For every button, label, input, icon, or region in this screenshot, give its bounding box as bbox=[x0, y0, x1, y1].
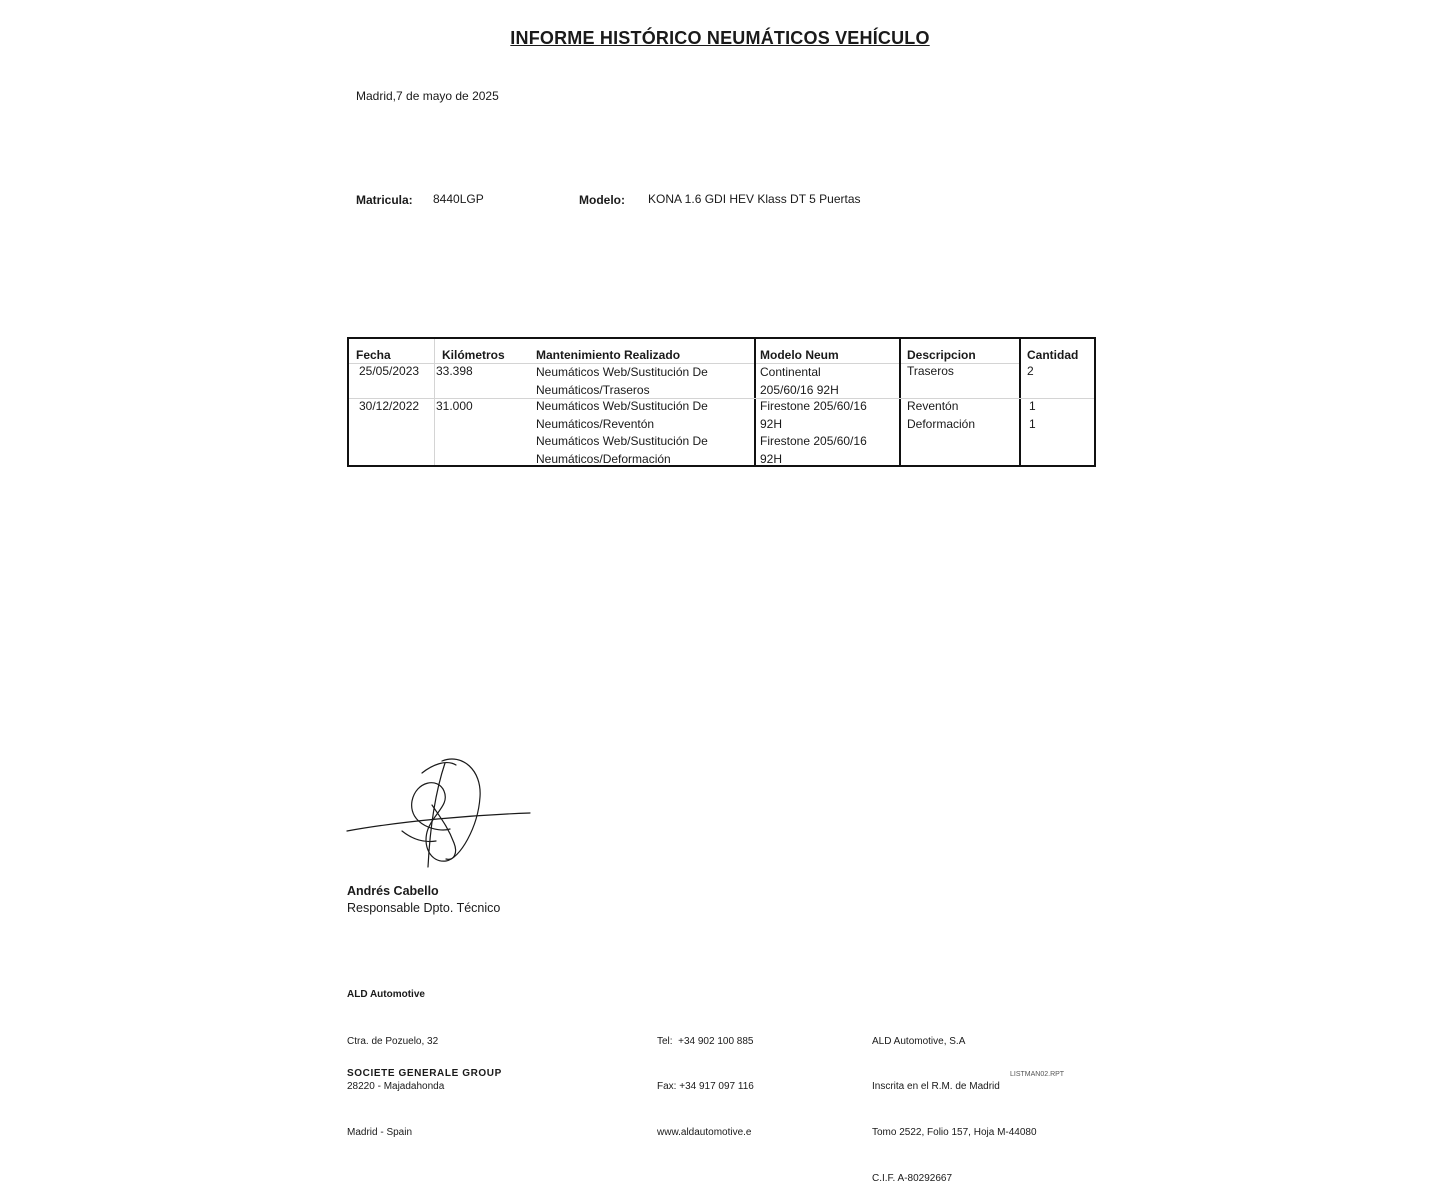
footer-line: Tel: +34 902 100 885 bbox=[657, 1035, 754, 1047]
table-cell-mantenimiento bbox=[536, 398, 708, 468]
cell-line: Reventón bbox=[907, 399, 959, 413]
footer-line: Ctra. de Pozuelo, 32 bbox=[347, 1035, 439, 1047]
cell-line: Neumáticos Web/Sustitución De bbox=[536, 399, 708, 413]
column-divider bbox=[434, 339, 435, 465]
table-cell-mantenimiento bbox=[536, 364, 708, 399]
column-divider bbox=[1019, 339, 1021, 465]
cell-line: 92H bbox=[760, 416, 783, 431]
cell-line: Firestone 205/60/16 bbox=[760, 434, 867, 448]
footer-line: C.I.F. A-80292667 bbox=[872, 1173, 953, 1185]
cell-line: Firestone 205/60/16 bbox=[760, 399, 867, 413]
cell-line: Continental bbox=[760, 365, 821, 379]
table-cell-modelo-neum bbox=[760, 364, 839, 399]
table-cell-fecha: 30/12/2022 bbox=[359, 399, 420, 413]
table-cell-modelo-neum bbox=[760, 398, 867, 468]
cell-line: Neumáticos Web/Sustitución De bbox=[536, 434, 708, 448]
modelo-label: Modelo: bbox=[579, 193, 625, 207]
footer-contact bbox=[657, 1003, 754, 1156]
report-title: INFORME HISTÓRICO NEUMÁTICOS VEHÍCULO bbox=[510, 28, 930, 48]
table-cell-descripcion bbox=[907, 398, 975, 433]
footer-line: Fax: +34 917 097 116 bbox=[657, 1081, 754, 1093]
cell-line: Deformación bbox=[907, 416, 976, 431]
footer-group: SOCIETE GENERALE GROUP bbox=[347, 1068, 502, 1079]
matricula-label: Matricula: bbox=[356, 193, 413, 207]
document-code: LISTMAN02.RPT bbox=[1010, 1071, 1065, 1078]
cell-line: Neumáticos/Traseros bbox=[536, 382, 650, 397]
signer-role: Responsable Dpto. Técnico bbox=[347, 901, 501, 915]
handwritten-signature bbox=[342, 735, 542, 885]
signer-name: Andrés Cabello bbox=[347, 884, 439, 898]
column-divider bbox=[899, 339, 901, 465]
modelo-value: KONA 1.6 GDI HEV Klass DT 5 Puertas bbox=[648, 192, 861, 206]
header-descripcion: Descripcion bbox=[907, 348, 976, 362]
place-date: Madrid,7 de mayo de 2025 bbox=[356, 89, 499, 103]
table-cell-cantidad bbox=[1029, 398, 1036, 433]
header-kilometros: Kilómetros bbox=[442, 348, 505, 362]
footer-line: ALD Automotive, S.A bbox=[872, 1035, 966, 1047]
header-fecha: Fecha bbox=[356, 348, 391, 362]
footer-line: 28220 - Majadahonda bbox=[347, 1081, 445, 1093]
footer-line: Inscrita en el R.M. de Madrid bbox=[872, 1081, 1000, 1093]
table-cell-km: 31.000 bbox=[436, 399, 473, 413]
footer-legal bbox=[872, 1003, 1037, 1202]
cell-line: Neumáticos/Deformación bbox=[536, 451, 671, 466]
cell-line: Neumáticos Web/Sustitución De bbox=[536, 365, 708, 379]
matricula-value: 8440LGP bbox=[433, 192, 484, 206]
cell-line: 205/60/16 92H bbox=[760, 382, 839, 397]
table-cell-cantidad: 2 bbox=[1027, 364, 1034, 378]
cell-line: 1 bbox=[1029, 416, 1036, 431]
footer-line: www.aldautomotive.e bbox=[657, 1127, 752, 1139]
footer-company: ALD Automotive bbox=[347, 989, 425, 1000]
footer-line: Madrid - Spain bbox=[347, 1127, 413, 1139]
cell-line: 92H bbox=[760, 451, 783, 466]
cell-line: 1 bbox=[1029, 399, 1036, 413]
cell-line: Neumáticos/Reventón bbox=[536, 416, 655, 431]
column-divider bbox=[754, 339, 756, 465]
header-mantenimiento: Mantenimiento Realizado bbox=[536, 348, 681, 362]
tyre-history-table bbox=[347, 337, 1096, 467]
header-modelo-neum: Modelo Neum bbox=[760, 348, 839, 362]
header-cantidad: Cantidad bbox=[1027, 348, 1079, 362]
table-cell-fecha: 25/05/2023 bbox=[359, 364, 420, 378]
footer-line: Tomo 2522, Folio 157, Hoja M-44080 bbox=[872, 1127, 1037, 1139]
table-cell-km: 33.398 bbox=[436, 364, 473, 378]
table-cell-descripcion: Traseros bbox=[907, 364, 954, 378]
